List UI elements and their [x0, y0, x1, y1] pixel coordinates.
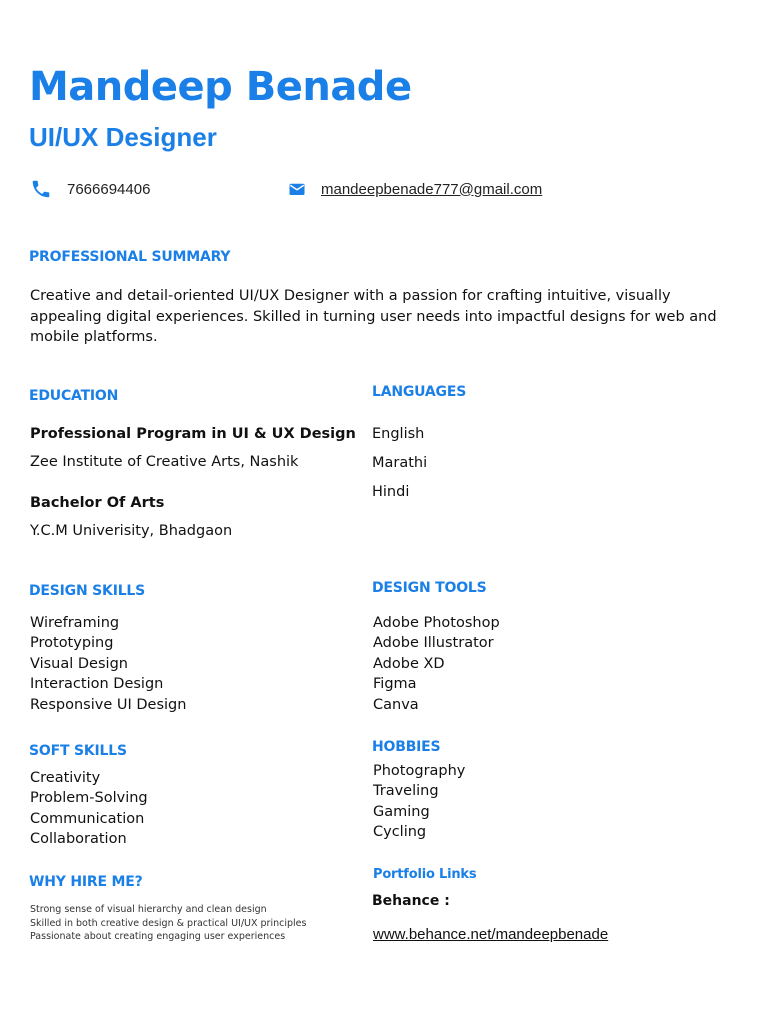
portfolio-heading: Portfolio Links: [373, 867, 477, 882]
list-item: Wireframing: [30, 615, 120, 631]
list-item: Adobe XD: [373, 655, 445, 672]
education-degree: Professional Program in UI & UX Design: [30, 426, 356, 442]
why-hire-heading: WHY HIRE ME?: [29, 874, 143, 890]
list-item: Problem-Solving: [30, 790, 148, 807]
soft-skills-list: [30, 768, 148, 850]
education-institution: Zee Institute of Creative Arts, Nashik: [30, 454, 299, 470]
design-skills-list: [30, 613, 186, 715]
email-contact: [285, 176, 542, 202]
education-institution: Y.C.M Univerisity, Bhadgaon: [30, 523, 233, 539]
list-item: Adobe Photoshop: [373, 615, 500, 631]
education-heading: EDUCATION: [29, 388, 119, 404]
hobbies-list: [373, 761, 465, 843]
languages-list: [372, 424, 427, 511]
design-tools-list: [373, 613, 500, 715]
languages-heading: LANGUAGES: [372, 384, 467, 400]
behance-label: Behance :: [372, 893, 450, 909]
hobbies-heading: HOBBIES: [372, 739, 441, 755]
list-item: Canva: [373, 696, 419, 713]
list-item: Responsive UI Design: [30, 696, 187, 713]
education-degree: Bachelor Of Arts: [30, 495, 165, 511]
list-item: Passionate about creating engaging user experiences: [30, 931, 286, 942]
list-item: Photography: [373, 763, 466, 779]
list-item: Collaboration: [30, 831, 127, 848]
list-item: Creativity: [30, 770, 101, 786]
list-item: Gaming: [373, 803, 430, 820]
phone-icon: [29, 177, 53, 201]
design-skills-heading: DESIGN SKILLS: [29, 583, 146, 599]
list-item: Hindi: [372, 484, 410, 500]
list-item: Strong sense of visual hierarchy and clean design: [30, 904, 267, 915]
list-item: Figma: [373, 676, 417, 693]
candidate-name: Mandeep Benade: [29, 64, 412, 110]
soft-skills-heading: SOFT SKILLS: [29, 743, 127, 759]
phone-number: 7666694406: [67, 180, 151, 198]
list-item: Visual Design: [30, 655, 128, 672]
list-item: Interaction Design: [30, 676, 164, 693]
list-item: Communication: [30, 810, 145, 827]
list-item: Marathi: [372, 455, 428, 471]
list-item: Cycling: [373, 824, 427, 841]
summary-heading: PROFESSIONAL SUMMARY: [29, 249, 231, 265]
why-hire-list: [30, 903, 306, 944]
behance-link[interactable]: www.behance.net/mandeepbenade: [373, 926, 609, 943]
summary-text: Creative and detail-oriented UI/UX Designer with a passion for crafting intuitive, visually appealing digital experiences. Skilled in turning user needs into impactful designs for web and mobile platforms.: [30, 288, 717, 345]
list-item: Traveling: [373, 783, 439, 800]
list-item: Prototyping: [30, 635, 114, 652]
list-item: Adobe Illustrator: [373, 635, 494, 652]
job-title: UI/UX Designer: [29, 122, 217, 152]
list-item: English: [372, 426, 425, 442]
phone-contact: [29, 176, 150, 202]
design-tools-heading: DESIGN TOOLS: [372, 580, 487, 596]
mail-icon: [285, 177, 309, 201]
email-link[interactable]: mandeepbenade777@gmail.com: [321, 180, 543, 198]
list-item: Skilled in both creative design & practical UI/UX principles: [30, 917, 307, 929]
